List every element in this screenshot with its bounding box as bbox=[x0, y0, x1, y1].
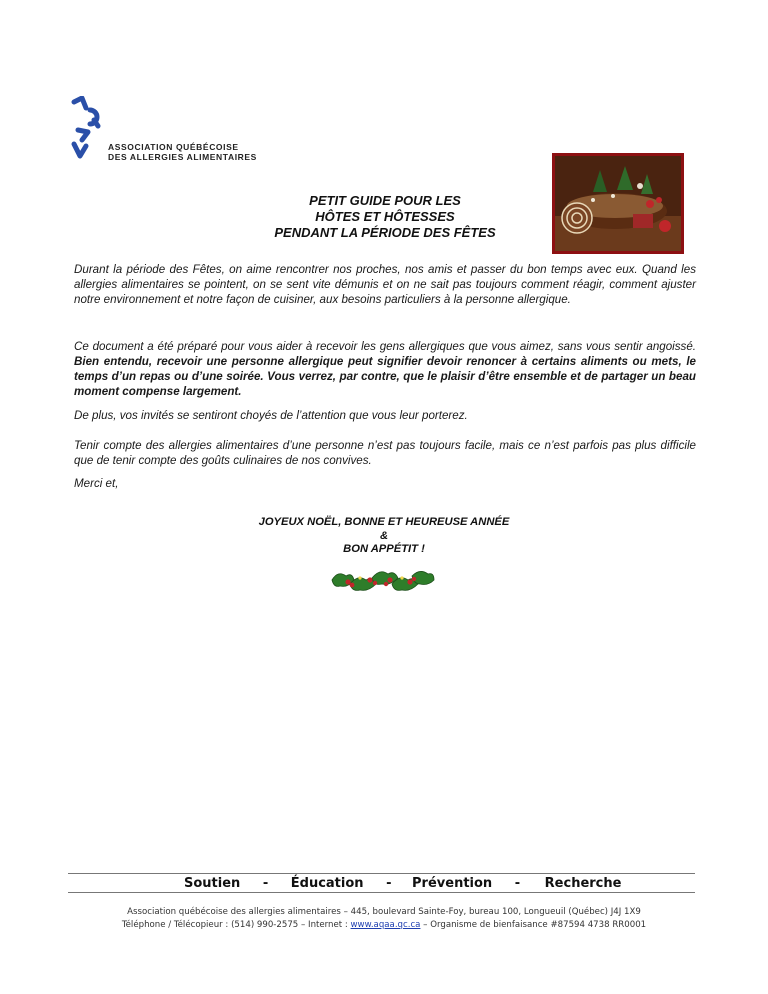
holly-garland-icon bbox=[330, 566, 436, 596]
title-line-1: PETIT GUIDE POUR LES bbox=[309, 193, 461, 208]
footer-phone: Téléphone / Télécopieur : (514) 990-2575 – Internet : bbox=[121, 920, 351, 930]
footer-address: Association québécoise des allergies alimentaires – 445, boulevard Sainte-Foy, bureau 100, Longueuil (Québec) J4J 1X9 bbox=[127, 907, 641, 917]
footer-contact bbox=[0, 920, 768, 930]
document-title bbox=[230, 193, 540, 241]
mission-education: Éducation bbox=[290, 876, 364, 891]
holiday-wishes bbox=[200, 516, 568, 557]
thanks-paragraph: Merci et, bbox=[74, 477, 119, 490]
yule-log-photo bbox=[552, 153, 684, 254]
considerations-paragraph: Tenir compte des allergies alimentaires d’une personne n’est pas toujours facile, mais ce n’est parfois pas plus difficile que de tenir compte des goûts culinaires de nos convives. bbox=[74, 439, 696, 467]
purpose-paragraph bbox=[74, 339, 696, 399]
aqaa-logo-mark-icon bbox=[68, 96, 108, 160]
title-line-3: PENDANT LA PÉRIODE DES FÊTES bbox=[274, 225, 496, 240]
mission-recherche: Recherche bbox=[544, 876, 622, 891]
logo-wordmark bbox=[108, 142, 257, 162]
footer-charity-number: – Organisme de bienfaisance #87594 4738 RR0001 bbox=[420, 920, 647, 930]
wish-line-3: BON APPÉTIT ! bbox=[343, 543, 425, 555]
footer-bottom-rule bbox=[68, 892, 695, 893]
mission-prevention: Prévention bbox=[412, 876, 493, 891]
guests-paragraph: De plus, vos invités se sentiront choyés de l’attention que vous leur porterez. bbox=[74, 409, 468, 422]
mission-separator: - bbox=[514, 876, 521, 891]
logo-line-2: DES ALLERGIES ALIMENTAIRES bbox=[108, 152, 257, 162]
purpose-text: Ce document a été préparé pour vous aider à recevoir les gens allergiques que vous aimez, sans vous sentir angoissé. bbox=[74, 340, 696, 353]
logo-line-1: ASSOCIATION QUÉBÉCOISE bbox=[108, 142, 239, 152]
aqaa-logo bbox=[68, 96, 268, 166]
mission-separator: - bbox=[262, 876, 269, 891]
mission-separator: - bbox=[386, 876, 392, 891]
intro-paragraph: Durant la période des Fêtes, on aime rencontrer nos proches, nos amis et passer du bon temps avec eux. Quand les allergies alimentaires se pointent, on se sent vite démunis et on ne sait pas toujours comment réagir, comment ajuster notre environnement et notre façon de cuisiner, aux besoins particuliers à la personne allergique. bbox=[74, 263, 696, 306]
yule-log-image-icon bbox=[555, 156, 681, 251]
website-link[interactable]: www.aqaa.qc.ca bbox=[350, 920, 421, 930]
mission-soutien: Soutien bbox=[184, 876, 241, 891]
footer-top-rule bbox=[68, 873, 695, 874]
title-line-2: HÔTES ET HÔTESSES bbox=[315, 209, 455, 224]
purpose-emphasis: Bien entendu, recevoir une personne allergique peut signifier devoir renoncer à certains aliments ou mets, le temps d’un repas ou d’une soirée. Vous verrez, par contre, que le plaisir d’être ensemble et de partager un beau moment compense largement. bbox=[74, 355, 696, 398]
mission-bar bbox=[184, 876, 621, 891]
wish-line-2: & bbox=[379, 529, 389, 542]
wish-line-1: JOYEUX NOËL, BONNE ET HEUREUSE ANNÉE bbox=[258, 516, 510, 528]
